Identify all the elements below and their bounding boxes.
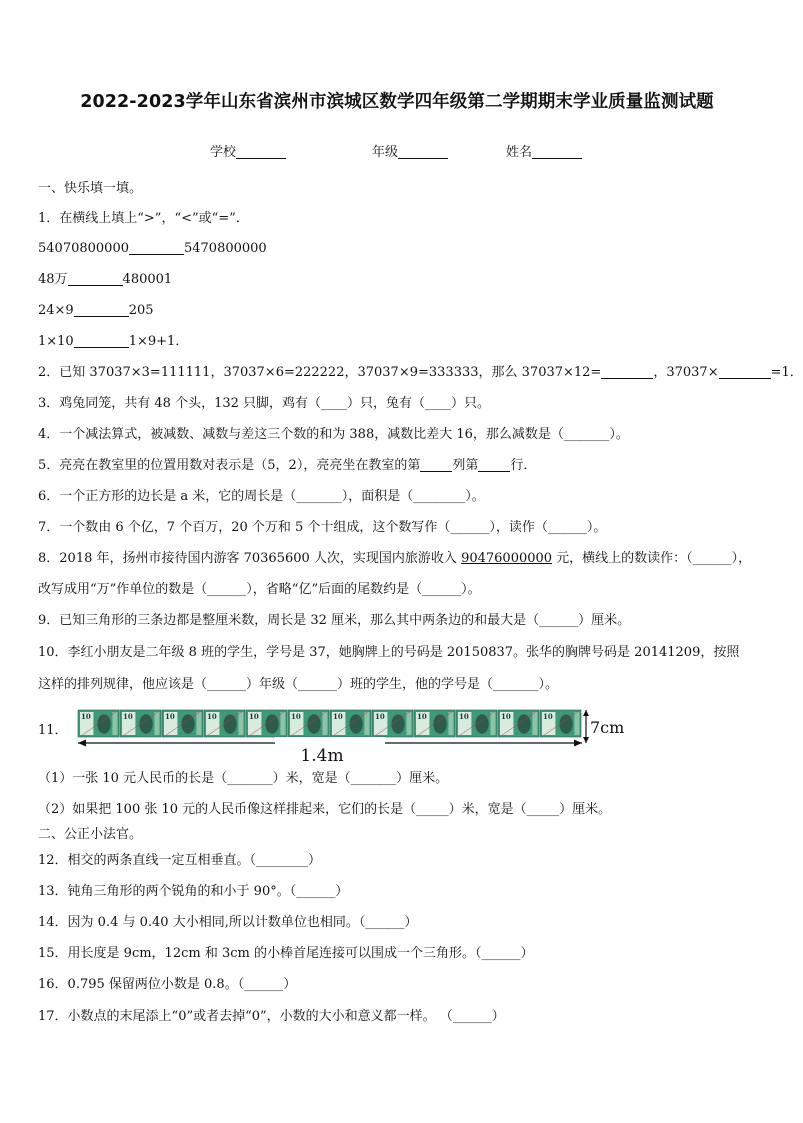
banknote-portrait [307,714,320,733]
section-heading-1: 一、快乐填一填。 [38,181,143,196]
q5-part3: 行． [510,458,537,473]
q2-part1: 2．已知 37037×3=111111，37037×6=222222，37037×9=333333，那么 37037×12= [38,365,602,380]
banknote-portrait [349,714,362,733]
question-3: 3．鸡兔同笼，共有 48 个头，132 只脚，鸡有（____）只，兔有（____）只。 [38,396,491,411]
question-13: 13．钝角三角形的两个锐角的和小于 90°。（______） [38,884,349,899]
banknote-portrait [391,714,404,733]
q2-blank-1[interactable] [601,364,653,379]
banknote-row [78,710,581,737]
question-1a [38,240,758,258]
q8-text-b: 元，横线上的数读作：（______）， [552,551,752,566]
banknote [414,710,455,737]
question-1c [38,302,758,320]
banknote-denomination: 10 [81,712,91,721]
question-15: 15．用长度是 9cm，12cm 和 3cm 的小棒首尾连接可以围成一个三角形。（______） [38,946,534,961]
banknote-denomination: 10 [249,712,259,721]
question-1d [38,333,758,351]
name-label: 姓名 [506,145,533,160]
banknote-right-band [196,712,201,735]
banknote [540,710,581,737]
q2-part3: =1． [770,365,803,380]
q1b-left: 48万 [38,272,68,287]
q5-blank-1[interactable] [420,457,452,472]
name-field[interactable] [506,141,582,160]
banknote-denomination: 10 [417,712,427,721]
q1b-blank[interactable] [68,271,123,286]
q1c-blank[interactable] [74,302,129,317]
question-6: 6．一个正方形的边长是 a 米，它的周长是（_______），面积是（________）。 [38,489,485,504]
banknote-right-band [280,712,285,735]
banknote-right-band [406,712,411,735]
banknote-right-band [364,712,369,735]
page-title: 2022-2023学年山东省滨州市滨城区数学四年级第二学期期末学业质量监测试题 [80,92,714,112]
question-2 [38,364,803,382]
q1a-blank[interactable] [129,240,184,255]
question-16: 16．0.795 保留两位小数是 0.8。（______） [38,977,297,992]
grade-field[interactable] [372,141,448,160]
question-10-line-2: 这样的排列规律，他应该是（______）年级（______）班的学生，他的学号是（_______）。 [38,677,559,692]
banknote-denomination: 10 [375,712,385,721]
banknote-portrait [265,714,278,733]
banknote-denomination: 10 [543,712,553,721]
width-arrow-top [583,710,589,716]
q1d-right: 1×9+1． [128,334,189,349]
grade-blank[interactable] [398,144,448,159]
banknote-right-band [322,712,327,735]
q1a-right: 5470800000 [183,241,267,256]
q2-blank-2[interactable] [719,364,771,379]
school-field[interactable] [210,141,286,160]
banknote-right-band [574,712,579,735]
q1d-blank[interactable] [74,333,129,348]
banknote-figure [70,700,630,768]
banknote-denomination: 10 [123,712,133,721]
banknote-right-band [238,712,243,735]
question-11-part-2: （2）如果把 100 张 10 元的人民币像这样排起来，它们的长是（_____）米，宽是（_____）厘米。 [38,802,612,817]
banknote-portrait [97,714,110,733]
banknote [330,710,371,737]
banknote [498,710,539,737]
student-info-row [0,141,794,159]
banknote [372,710,413,737]
q1a-left: 54070800000 [38,241,129,256]
banknote-right-band [448,712,453,735]
question-14: 14．因为 0.4 与 0.40 大小相同,所以计数单位也相同。（______） [38,915,418,930]
banknote-right-band [490,712,495,735]
banknote-denomination: 10 [459,712,469,721]
banknote-denomination: 10 [291,712,301,721]
banknote-right-band [532,712,537,735]
question-8-line-2: 改写成用“万”作单位的数是（______），省略“亿”后面的尾数约是（______）。 [38,582,481,597]
banknote-portrait [517,714,530,733]
section-heading-2: 二、公正小法官。 [38,827,143,842]
banknote [78,710,119,737]
width-arrow-bottom [583,737,589,743]
question-12: 12．相交的两条直线一定互相垂直。（________） [38,853,322,868]
q5-blank-2[interactable] [478,457,510,472]
banknote-portrait [559,714,572,733]
length-arrow-right [574,740,582,747]
question-7: 7．一个数由 6 个亿，7 个百万，20 个万和 5 个十组成，这个数写作（______），读作（______）。 [38,520,607,535]
banknote-denomination: 10 [207,712,217,721]
q8-text-a: 8．2018 年，扬州市接待国内游客 70365600 人次，实现国内旅游收入 [38,551,462,566]
question-10-line-1: 10．李红小朋友是二年级 8 班的学生，学号是 37，她胸牌上的号码是 20150837。张华的胸牌号码是 20141209，按照 [38,645,740,660]
q1d-left: 1×10 [38,334,74,349]
banknote [288,710,329,737]
q5-part1: 5．亮亮在教室里的位置用数对表示是（5，2），亮亮坐在教室的第 [38,458,421,473]
name-blank[interactable] [532,144,582,159]
q5-part2: 列第 [452,458,479,473]
banknote-denomination: 10 [333,712,343,721]
question-1b [38,271,758,289]
question-8-line-1 [38,550,758,568]
question-11-number: 11． [38,723,68,738]
banknote-denomination: 10 [501,712,511,721]
question-17: 17．小数点的末尾添上“0”或者去掉“0”，小数的大小和意义都一样。 （______） [38,1009,505,1024]
banknote-portrait [433,714,446,733]
question-11-part-1: （1）一张 10 元人民币的长是（_______）米，宽是（_______）厘米。 [38,771,449,786]
banknote-portrait [475,714,488,733]
banknote [120,710,161,737]
question-5 [38,457,758,475]
banknote-right-band [112,712,117,735]
banknote [162,710,203,737]
question-9: 9．已知三角形的三条边都是整厘米数，周长是 32 厘米，那么其中两条边的和最大是（______）厘米。 [38,613,631,628]
grade-label: 年级 [372,145,399,160]
banknote [456,710,497,737]
q1b-right: 480001 [122,272,173,287]
banknote-denomination: 10 [165,712,175,721]
banknote-portrait [139,714,152,733]
q8-underlined-number: 90476000000 [461,551,553,566]
question-4: 4．一个减法算式，被减数、减数与差这三个数的和为 388，减数比差大 16，那么减数是（_______）。 [38,427,629,442]
length-label: 1.4m [300,746,344,766]
banknote-portrait [181,714,194,733]
school-label: 学校 [210,145,237,160]
banknote [246,710,287,737]
q2-part2: ，37037× [653,365,719,380]
banknote-right-band [154,712,159,735]
banknote [204,710,245,737]
banknote-portrait [223,714,236,733]
width-label: 7cm [590,718,625,737]
length-arrow-left [78,740,86,747]
school-blank[interactable] [236,144,286,159]
q1c-right: 205 [128,303,154,318]
question-1-stem: 1．在横线上填上“>”，“<”或“=”． [38,211,249,226]
q1c-left: 24×9 [38,303,74,318]
